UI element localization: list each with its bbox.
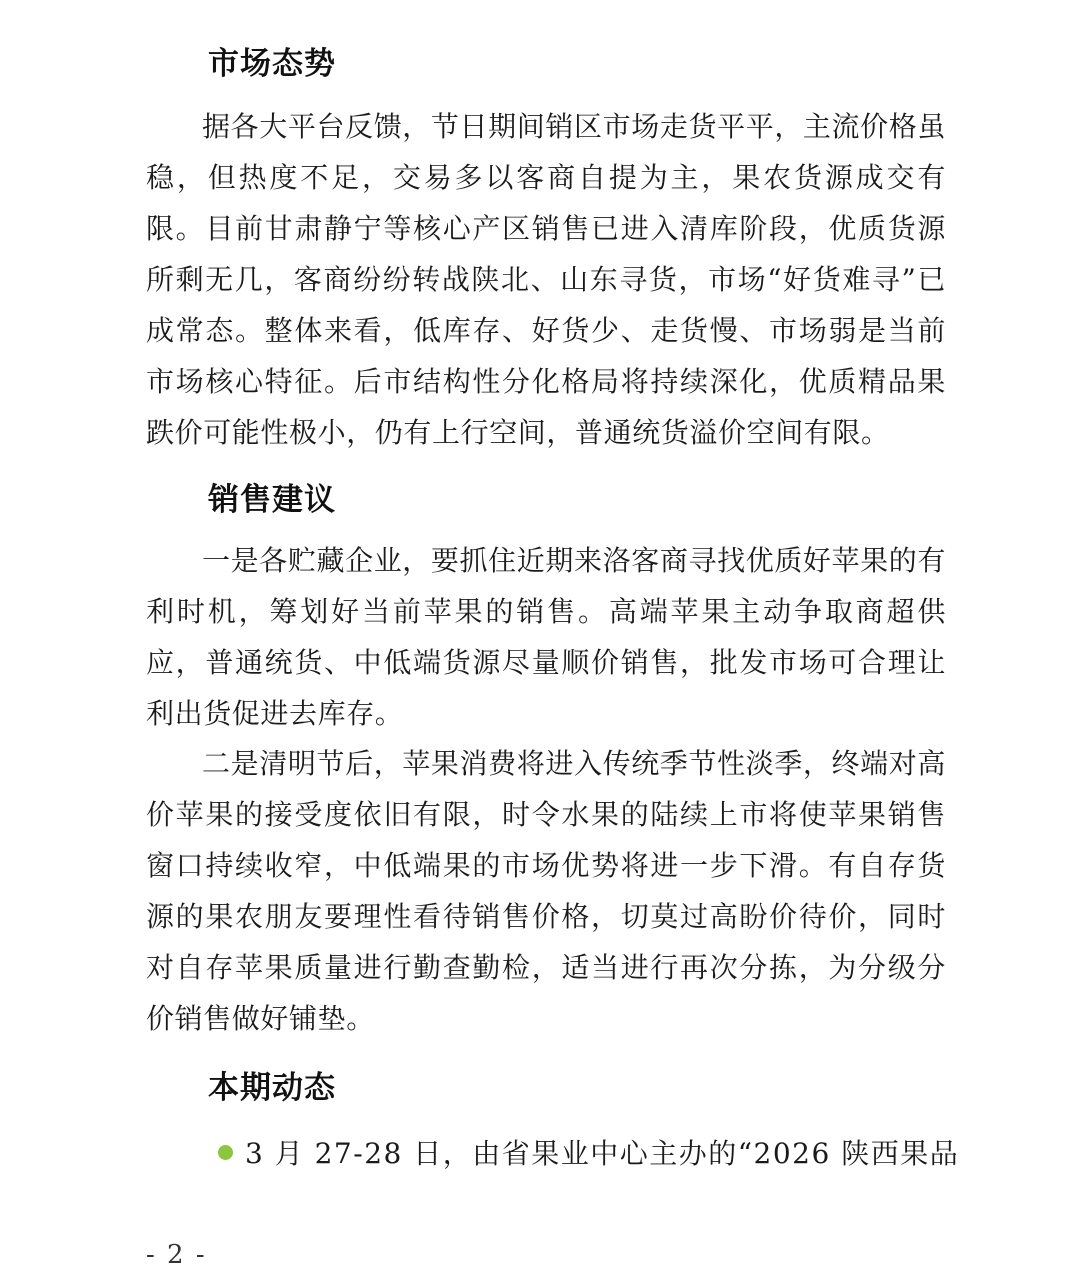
page-number: - 2 - (146, 1240, 207, 1270)
heading-current-news: 本期动态 (208, 1070, 336, 1106)
paragraph-market-situation: 据各大平台反馈，节日期间销区市场走货平平，主流价格虽稳，但热度不足，交易多以客商自提为主，果农货源成交有限。目前甘肃静宁等核心产区销售已进入清库阶段，优质货源所剩无几，客商纷纷转战陕北、山东寻货，市场“好货难寻”已成常态。整体来看，低库存、好货少、走货慢、市场弱是当前市场核心特征。后市结构性分化格局将持续深化，优质精品果跌价可能性极小，仍有上行空间，普通统货溢价空间有限。 (146, 110, 946, 449)
news-item (218, 1132, 960, 1176)
paragraph-advice-2: 二是清明节后，苹果消费将进入传统季节性淡季，终端对高价苹果的接受度依旧有限，时令水果的陆续上市将使苹果销售窗口持续收窄，中低端果的市场优势将进一步下滑。有自存货源的果农朋友要理性看待销售价格，切莫过高盼价待价，同时对自存苹果质量进行勤查勤检，适当进行再次分拣，为分级分价销售做好铺垫。 (146, 747, 946, 1035)
news-item-text: 3 月 27-28 日，由省果业中心主办的“2026 陕西果品 (245, 1137, 960, 1170)
green-dot-icon (218, 1145, 233, 1160)
heading-market-situation: 市场态势 (208, 46, 336, 82)
paragraph-advice-1: 一是各贮藏企业，要抓住近期来洛客商寻找优质好苹果的有利时机，筹划好当前苹果的销售。高端苹果主动争取商超供应，普通统货、中低端货源尽量顺价销售，批发市场可合理让利出货促进去库存。 (146, 544, 946, 730)
heading-sales-advice: 销售建议 (208, 482, 336, 518)
